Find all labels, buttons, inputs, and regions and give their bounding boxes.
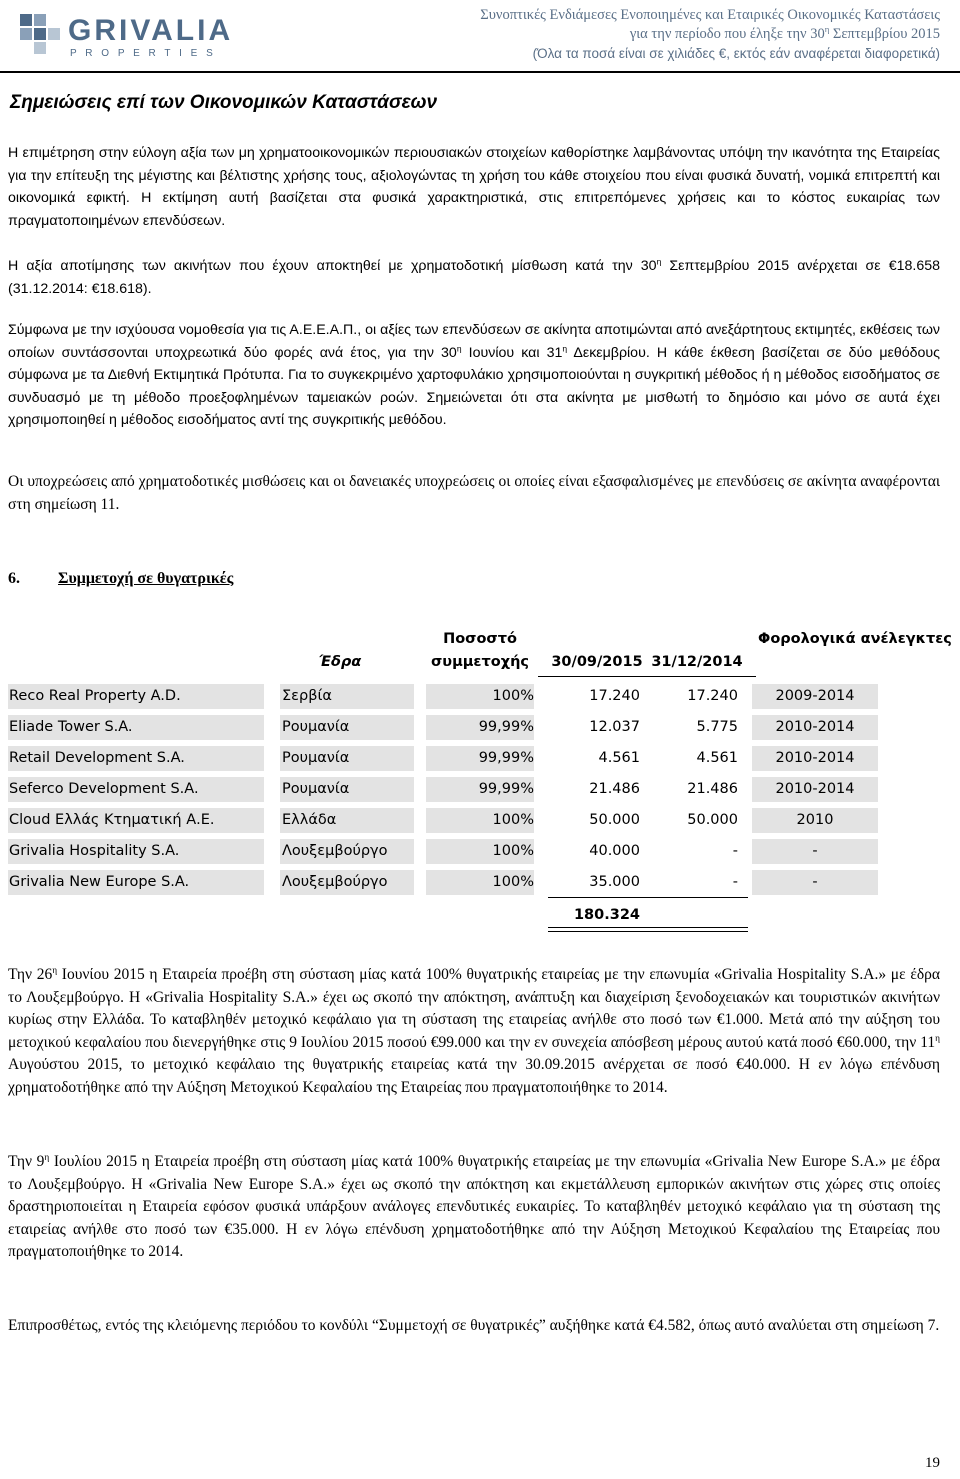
cell-seat: Ρουμανία	[280, 746, 414, 771]
cell-v2: -	[732, 874, 738, 890]
cell-v2: 21.486	[687, 781, 738, 797]
cell-v2: 17.240	[687, 688, 738, 704]
cell-name: Retail Development S.A.	[8, 746, 264, 771]
running-header	[320, 6, 940, 63]
header-pct-2: συμμετοχής	[431, 654, 529, 670]
cell-v1: 12.037	[589, 719, 640, 735]
section-number: 6.	[8, 570, 20, 587]
logo-subtext: P R O P E R T I E S	[70, 48, 216, 59]
cell-pct: 100%	[426, 839, 534, 864]
paragraph-legislation: Σύμφωνα με την ισχύουσα νομοθεσία για τις Α.Ε.Ε.Α.Π., οι αξίες των επενδύσεων σε ακίνητα αποτιμώνται από ανεξάρτητους εκτιμητές, εκθέσεις των οποίων συντάσσονται υποχρεωτικά δύο φορές ανά έτος, για την $30^\eta$ Ιουνίου και $31^\eta$ Δεκεμβρίου. Η κάθε έκθεση βασίζεται σε δύο μεθόδους σύμφωνα με τα Διεθνή Εκτιμητικά Πρότυπα. Για το συγκεκριμένο χαρτοφυλάκιο χρησιμοποιούνται η συγκριτική μέθοδος ή η μέθοδος εισοδήματος σε συνδυασμό με τη μέθοδο προεξοφλημένων ταμειακών ροών. Σημειώνεται ότι στα ακίνητα με μισθωτή το δημόσιο και μόνο σε αυτά έχει χρησιμοποιηθεί η μέθοδος εισοδήματος αντί της συγκριτικής μεθόδου.	[8, 322, 940, 428]
cell-seat: Λουξεμβούργο	[280, 839, 414, 864]
cell-name: Grivalia New Europe S.A.	[8, 870, 264, 895]
page-title: Σημειώσεις επί των Οικονομικών Καταστάσεων	[10, 92, 438, 113]
cell-tax: 2010-2014	[752, 746, 878, 771]
cell-v1: 40.000	[589, 843, 640, 859]
cell-name: Eliade Tower S.A.	[8, 715, 264, 740]
cell-pct: 100%	[426, 684, 534, 709]
paragraph-liabilities: Οι υποχρεώσεις από χρηματοδοτικές μισθώσεις και οι δανειακές υποχρεώσεις οι οποίες είναι εξασφαλισμένες με επενδύσεις σε ακίνητα αναφέρονται στη σημείωση 11.	[8, 473, 940, 513]
cell-seat: Λουξεμβούργο	[280, 870, 414, 895]
cell-v1: 50.000	[589, 812, 640, 828]
paragraph-fair-value: Η επιμέτρηση στην εύλογη αξία των μη χρηματοοικονομικών περιουσιακών στοιχείων καθορίστηκε λαμβάνοντας υπόψη την ικανότητα της Εταιρείας για την επίτευξη της μέγιστης και βέλτιστης χρήσης τους, αξιολογώντας τη χρήση του κάθε στοιχείου που είναι φυσικά δυνατή, νομικά επιτρεπτή και οικονομικά εφικτή. Η εκτίμηση αυτή βασίζεται στα φυσικά χαρακτηριστικά, στις επιτρεπόμενες χρήσεις και το κόστος ευκαιρίας των πραγματοποιημένων επενδύσεων.	[8, 145, 940, 229]
cell-v1: 35.000	[589, 874, 640, 890]
table-row	[8, 777, 878, 804]
cell-pct: 99,99%	[426, 777, 534, 802]
page-number: 19	[925, 1455, 940, 1471]
cell-v2: -	[732, 843, 738, 859]
header-tax: Φορολογικά ανέλεγκτες	[758, 631, 952, 647]
table-row	[8, 684, 878, 711]
cell-pct: 99,99%	[426, 746, 534, 771]
paragraph-hospitality: Την $26^\eta$ Ιουνίου 2015 η Εταιρεία προέβη στη σύσταση μίας κατά 100% θυγατρικής εταιρείας με την επωνυμία «Grivalia Hospitality S.A.» με έδρα το Λουξεμβούργο. Η «Grivalia Hospitality S.A.» έχει ως σκοπό την απόκτηση, ανάπτυξη και διαχείριση ξενοδοχειακών και τουριστικών ακινήτων κυρίως στην Ελλάδα. Το καταβληθέν μετοχικό κεφάλαιο για τη σύσταση της εταιρείας ανήλθε στο ποσό των €1.000. Μετά από την αύξηση του μετοχικού κεφαλαίου που διενεργήθηκε στις 9 Ιουλίου 2015 ποσού €99.000 και την εν συνεχεία απόσβεση μέρους αυτού κατά ποσό €60.000, την $11^\eta$ Αυγούστου 2015, το μετοχικό κεφάλαιο της θυγατρικής εταιρείας κατά την 30.09.2015 ανέρχεται σε ποσό €40.000. Η εν λόγω επένδυση χρηματοδοτήθηκε από την Αύξηση Μετοχικού Κεφαλαίου της Εταιρείας που πραγματοποιήθηκε το 2014.	[8, 965, 940, 1096]
table-row	[8, 839, 878, 866]
table-row	[8, 746, 878, 773]
header-rule	[0, 71, 960, 73]
cell-pct: 99,99%	[426, 715, 534, 740]
table-row	[8, 715, 878, 742]
cell-name: Cloud Ελλάς Κτηματική Α.Ε.	[8, 808, 264, 833]
cell-tax: 2010	[752, 808, 878, 833]
header-date-1: 30/09/2015	[551, 654, 643, 670]
header-pct-1: Ποσοστό	[443, 631, 517, 647]
cell-v2: 5.775	[696, 719, 738, 735]
total-top-line	[548, 897, 748, 898]
logo-text: GRIVALIA	[68, 14, 234, 47]
paragraph-new-europe: Την $9^\eta$ Ιουλίου 2015 η Εταιρεία προέβη στη σύσταση μίας κατά 100% θυγατρικής εταιρείας με την επωνυμία «Grivalia New Europe S.A.» με έδρα το Λουξεμβούργο. Η «Grivalia New Europe S.A.» έχει ως σκοπό την απόκτηση και εκμετάλλευση εμπορικών ακινήτων στις χώρες στις οποίες δραστηριοποιείται η Εταιρεία εφόσον φυσικά υπάρξουν ανάλογες επενδυτικές ευκαιρίες. Το καταβληθέν μετοχικό κεφάλαιο για τη σύσταση της εταιρείας ανήλθε στο ποσό των €35.000. Η εν λόγω επένδυση χρηματοδοτήθηκε από την Αύξηση Μετοχικού Κεφαλαίου της Εταιρείας που πραγματοποιήθηκε το 2014.	[8, 1152, 940, 1260]
cell-name: Reco Real Property A.D.	[8, 684, 264, 709]
section-heading	[8, 570, 233, 588]
cell-tax: 2010-2014	[752, 715, 878, 740]
cell-tax: 2010-2014	[752, 777, 878, 802]
cell-seat: Ελλάδα	[280, 808, 414, 833]
cell-tax: 2009-2014	[752, 684, 878, 709]
header-seat: Έδρα	[318, 654, 362, 670]
cell-pct: 100%	[426, 808, 534, 833]
company-logo	[18, 8, 248, 64]
cell-tax: -	[752, 839, 878, 864]
header-date-2: 31/12/2014	[651, 654, 743, 670]
header-line-1: Συνοπτικές Ενδιάμεσες Ενοποιημένες και Εταιρικές Οικονομικές Καταστάσεις	[480, 7, 940, 23]
total-double-line	[548, 927, 748, 932]
paragraph-lease-valuation: Η αξία αποτίμησης των ακινήτων που έχουν αποκτηθεί με χρηματοδοτική μίσθωση κατά την $30^\eta$ Σεπτεμβρίου 2015 ανέρχεται σε €18.658 (31.12.2014: €18.618).	[8, 256, 940, 297]
cell-seat: Ρουμανία	[280, 715, 414, 740]
cell-seat: Ρουμανία	[280, 777, 414, 802]
header-line-2: για την περίοδο που έληξε την $30^\eta$ Σεπτεμβρίου 2015	[629, 24, 940, 42]
cell-v2: 50.000	[687, 812, 738, 828]
table-row	[8, 870, 878, 897]
cell-name: Grivalia Hospitality S.A.	[8, 839, 264, 864]
section-title: Συμμετοχή σε θυγατρικές	[58, 570, 234, 587]
total-30-09-2015: 180.324	[573, 907, 640, 923]
cell-v1: 17.240	[589, 688, 640, 704]
table-row	[8, 808, 878, 835]
cell-tax: -	[752, 870, 878, 895]
cell-v2: 4.561	[696, 750, 738, 766]
cell-pct: 100%	[426, 870, 534, 895]
cell-v1: 4.561	[598, 750, 640, 766]
cell-name: Seferco Development S.A.	[8, 777, 264, 802]
cell-v1: 21.486	[589, 781, 640, 797]
header-underline	[538, 676, 756, 677]
cell-seat: Σερβία	[280, 684, 414, 709]
paragraph-increase: Επιπροσθέτως, εντός της κλειόμενης περιόδου το κονδύλι “Συμμετοχή σε θυγατρικές” αυξήθηκε κατά €4.582, όπως αυτό αναλύεται στη σημείωση 7.	[8, 1317, 940, 1334]
header-line-3: (Όλα τα ποσά είναι σε χιλιάδες €, εκτός εάν αναφέρεται διαφορετικά)	[532, 46, 940, 61]
